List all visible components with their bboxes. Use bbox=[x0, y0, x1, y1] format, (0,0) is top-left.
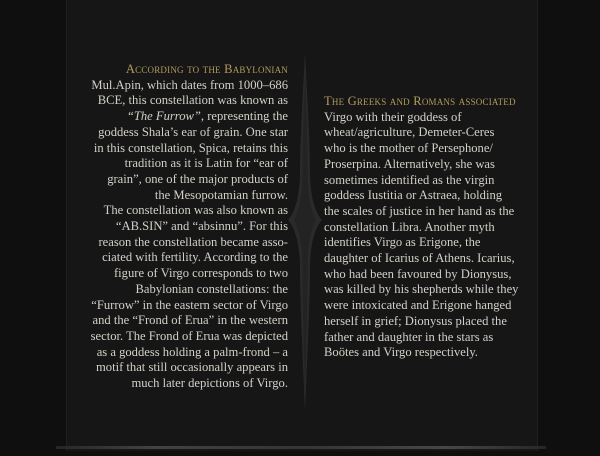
right-line: goddess Iustitia or Astraea, holding bbox=[324, 188, 503, 203]
left-column bbox=[82, 62, 288, 392]
left-line: goddess Shala’s ear of grain. One star bbox=[98, 124, 288, 139]
left-line: The constellation was also known as bbox=[103, 203, 288, 218]
right-line: the scales of justice in her hand as the bbox=[324, 203, 515, 218]
right-line: Proserpina. Alternatively, she was bbox=[324, 156, 495, 171]
left-line: figure of Virgo corresponds to two bbox=[113, 266, 288, 281]
left-line: grain”, one of the major products of bbox=[107, 171, 288, 186]
left-line: much later depictions of Virgo. bbox=[131, 376, 288, 391]
right-line: Boötes and Virgo respectively. bbox=[324, 345, 478, 360]
left-heading: According to the Babylonian bbox=[125, 62, 288, 76]
left-line: Babylonian constellations: the bbox=[135, 281, 288, 296]
right-line: who had been favoured by Dionysus, bbox=[324, 266, 512, 281]
left-line: and the “Frond of Erua” in the western bbox=[92, 313, 288, 328]
left-line bbox=[82, 109, 288, 125]
left-line: BCE, this constellation was known as bbox=[97, 93, 288, 108]
right-line: sometimes identified as the virgin bbox=[324, 172, 495, 187]
left-line: motif that still occasionally appears in bbox=[95, 360, 288, 375]
right-line: father and daughter in the stars as bbox=[324, 329, 494, 344]
left-line: in this constellation, Spica, retains this bbox=[93, 140, 288, 155]
left-line: as a goddess holding a palm-frond – a bbox=[96, 344, 288, 359]
left-line-text: , representing the bbox=[200, 109, 288, 124]
right-line: wheat/agriculture, Demeter-Ceres bbox=[324, 125, 495, 140]
left-line: ciated with fertility. According to the bbox=[102, 250, 288, 265]
right-heading: The Greeks and Romans associated bbox=[324, 94, 516, 108]
left-line: Mul.Apin, which dates from 1000–686 bbox=[91, 77, 288, 92]
italic-title: “The Furrow” bbox=[126, 109, 201, 124]
left-line: reason the constellation became asso- bbox=[98, 234, 288, 249]
right-line: herself in grief; Dionysus placed the bbox=[324, 313, 507, 328]
left-line: the Mesopotamian furrow. bbox=[154, 187, 288, 202]
right-column bbox=[324, 94, 524, 361]
right-line: who is the mother of Persephone/ bbox=[324, 141, 493, 156]
right-line: Virgo with their goddess of bbox=[324, 109, 462, 124]
right-line: daughter of Icarius of Athens. Icarius, bbox=[324, 251, 515, 266]
left-line: sector. The Frond of Erua was depicted bbox=[90, 328, 288, 343]
right-line: were intoxicated and Erigone hanged bbox=[324, 298, 512, 313]
left-line: tradition as it is Latin for “ear of bbox=[124, 156, 288, 171]
right-line: was killed by his shepherds while they bbox=[324, 282, 519, 297]
bottom-divider bbox=[56, 446, 546, 449]
right-line: constellation Libra. Another myth bbox=[324, 219, 495, 234]
right-line: identifies Virgo as Erigone, the bbox=[324, 235, 481, 250]
ornamental-star-divider-icon bbox=[288, 52, 322, 412]
left-line: “AB.SIN” and “absinnu”. For this bbox=[115, 219, 288, 234]
left-line: “Furrow” in the eastern sector of Virgo bbox=[91, 297, 288, 312]
